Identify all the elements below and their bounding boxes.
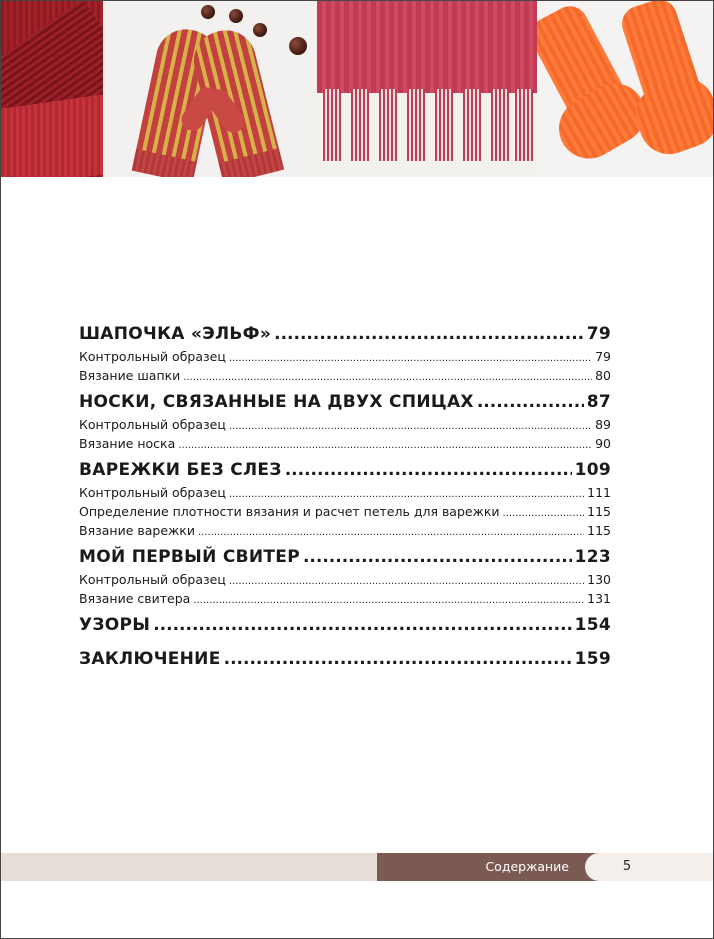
toc-page: 115 — [587, 504, 611, 519]
toc-title: УЗОРЫ — [79, 615, 151, 635]
toc-page: 131 — [587, 591, 611, 606]
toc-title: Вязание носка — [79, 436, 176, 451]
table-of-contents — [79, 321, 611, 672]
toc-subentry[interactable] — [79, 589, 611, 608]
toc-page: 123 — [574, 547, 611, 567]
toc-entry[interactable] — [79, 321, 611, 347]
toc-title: Контрольный образец — [79, 485, 226, 500]
toc-page: 130 — [587, 572, 611, 587]
toc-title: ВАРЕЖКИ БЕЗ СЛЕЗ — [79, 460, 282, 480]
photo-red-knit-scarf — [1, 1, 103, 177]
toc-entry[interactable] — [79, 646, 611, 672]
toc-leader — [229, 417, 592, 434]
toc-leader — [193, 591, 584, 608]
photo-orange-socks — [537, 1, 714, 177]
toc-page: 109 — [574, 460, 611, 480]
toc-page: 154 — [574, 615, 611, 635]
toc-title: МОЙ ПЕРВЫЙ СВИТЕР — [79, 547, 300, 567]
toc-subentry[interactable] — [79, 366, 611, 385]
toc-page: 79 — [586, 324, 611, 344]
toc-page: 115 — [587, 523, 611, 538]
toc-page: 87 — [586, 392, 611, 412]
toc-page: 90 — [595, 436, 611, 451]
toc-leader — [229, 485, 584, 502]
toc-leader — [153, 612, 571, 638]
toc-title: Определение плотности вязания и расчет петель для варежки — [79, 504, 500, 519]
toc-leader — [229, 572, 584, 589]
photo-striped-mittens — [103, 1, 317, 177]
toc-entry[interactable] — [79, 389, 611, 415]
toc-title: ЗАКЛЮЧЕНИЕ — [79, 649, 221, 669]
toc-entry[interactable] — [79, 544, 611, 570]
toc-leader — [198, 523, 584, 540]
toc-subentry[interactable] — [79, 502, 611, 521]
toc-title: Вязание свитера — [79, 591, 191, 606]
toc-entry[interactable] — [79, 612, 611, 638]
footer-section-label: Содержание — [485, 859, 569, 874]
toc-page: 159 — [574, 649, 611, 669]
toc-page: 79 — [595, 349, 611, 364]
toc-leader — [503, 504, 585, 521]
toc-leader — [303, 544, 572, 570]
toc-title: Контрольный образец — [79, 349, 226, 364]
page-number: 5 — [622, 859, 632, 874]
toc-title: Вязание шапки — [79, 368, 181, 383]
photo-strip — [1, 1, 714, 177]
toc-subentry[interactable] — [79, 483, 611, 502]
toc-leader — [285, 457, 572, 483]
toc-page: 111 — [587, 485, 611, 500]
toc-leader — [183, 368, 592, 385]
toc-leader — [274, 321, 584, 347]
toc-subentry[interactable] — [79, 521, 611, 540]
toc-page: 89 — [595, 417, 611, 432]
toc-page: 80 — [595, 368, 611, 383]
toc-title: НОСКИ, СВЯЗАННЫЕ НА ДВУХ СПИЦАХ — [79, 392, 474, 412]
toc-leader — [477, 389, 584, 415]
toc-title: ШАПОЧКА «ЭЛЬФ» — [79, 324, 272, 344]
toc-leader — [224, 646, 572, 672]
toc-title: Вязание варежки — [79, 523, 195, 538]
toc-entry[interactable] — [79, 457, 611, 483]
photo-pink-scarf-fringe — [317, 1, 537, 177]
toc-title: Контрольный образец — [79, 417, 226, 432]
toc-subentry[interactable] — [79, 347, 611, 366]
toc-subentry[interactable] — [79, 570, 611, 589]
toc-leader — [229, 349, 592, 366]
toc-title: Контрольный образец — [79, 572, 226, 587]
toc-subentry[interactable] — [79, 434, 611, 453]
toc-leader — [178, 436, 592, 453]
toc-subentry[interactable] — [79, 415, 611, 434]
